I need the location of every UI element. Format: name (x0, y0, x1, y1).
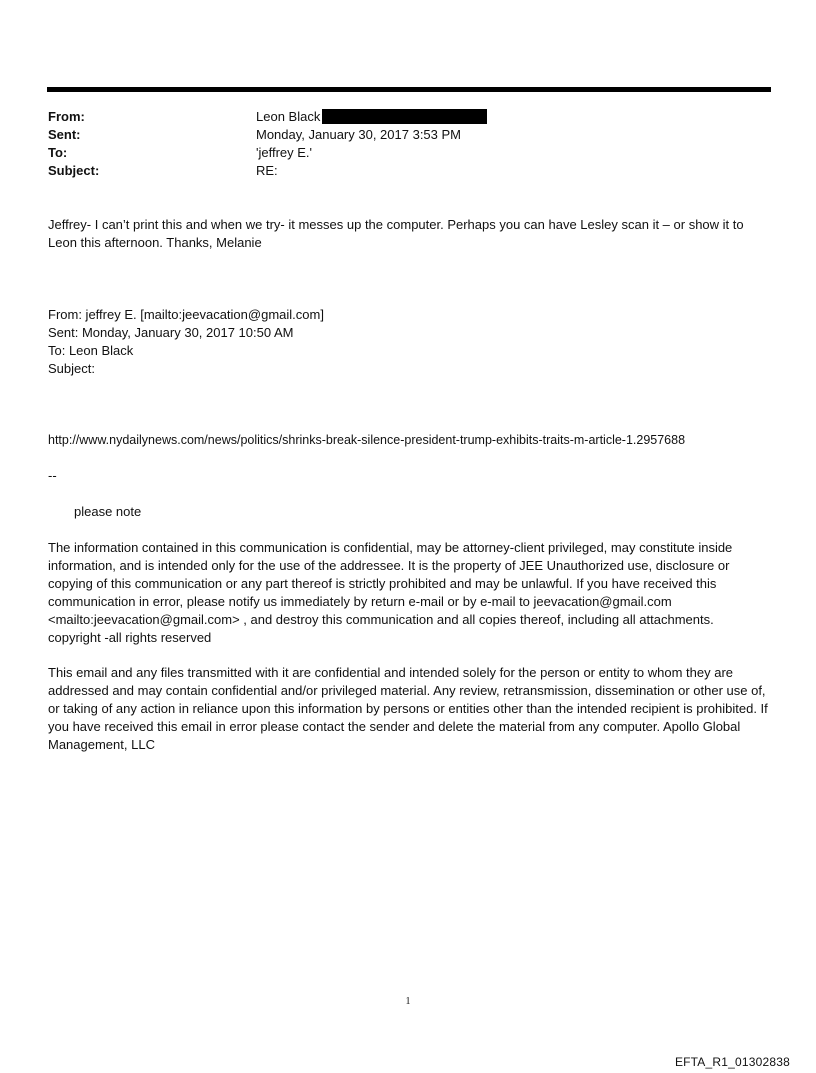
disclaimer-notice: This email and any files transmitted with it are confidential and intended solely for the person or entity to whom they are addressed and may contain confidential and/or privileged material. Any review, retransmission, dissemination or other use of, or taking of any action in reliance upon this information by persons or entities other than the intended recipient is prohibited. If you have received this email in error please contact the sender and delete the material from any computer. Apollo Global Management, LLC (48, 665, 768, 752)
forwarded-header (48, 306, 770, 378)
document-id: EFTA_R1_01302838 (674, 1055, 790, 1069)
to-label: To: (48, 145, 68, 160)
forwarded-subject: Subject: (48, 361, 95, 376)
subject-label: Subject: (48, 163, 100, 178)
subject-row (48, 162, 768, 180)
to-row (48, 144, 768, 162)
from-value (256, 108, 768, 126)
email-header (48, 108, 768, 180)
from-row (48, 108, 768, 126)
from-name: Leon Black (256, 109, 321, 124)
sent-row (48, 126, 768, 144)
sent-label: Sent: (48, 127, 81, 142)
please-note: please note (74, 504, 142, 519)
sent-value: Monday, January 30, 2017 3:53 PM (256, 127, 461, 142)
redaction-bar (322, 109, 487, 124)
from-label: From: (48, 109, 85, 124)
reply-body: Jeffrey- I can’t print this and when we try- it messes up the computer. Perhaps you can have Lesley scan it – or show it to Leon this afternoon. Thanks, Melanie (48, 217, 744, 250)
top-rule (47, 87, 771, 92)
page-number: 1 (405, 996, 411, 1007)
to-value: 'jeffrey E.' (256, 145, 313, 160)
forwarded-sent: Sent: Monday, January 30, 2017 10:50 AM (48, 325, 294, 340)
forwarded-from: From: jeffrey E. [mailto:jeevacation@gmail.com] (48, 307, 324, 322)
article-url[interactable]: http://www.nydailynews.com/news/politics/shrinks-break-silence-president-trump-exhibits-traits-m-article-1.2957688 (48, 433, 686, 447)
confidentiality-notice: The information contained in this communication is confidential, may be attorney-client privileged, may constitute inside information, and is intended only for the use of the addressee. It is the property of JEE Unauthorized use, disclosure or copying of this communication or any part thereof is strictly prohibited and may be unlawful. If you have received this communication in error, please notify us immediately by return e-mail or by e-mail to jeevacation@gmail.com <mailto:jeevacation@gmail.com> , and destroy this communication and all copies thereof, including all attachments. copyright -all rights reserved (48, 540, 733, 645)
subject-value: RE: (256, 163, 278, 178)
forwarded-to: To: Leon Black (48, 343, 134, 358)
signature-separator: -- (48, 468, 57, 483)
